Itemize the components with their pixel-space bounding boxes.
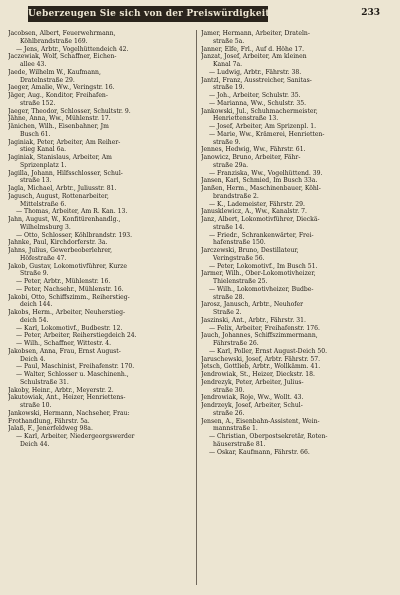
directory-entry-line: — Peter, Arbtr., Mühlenstr. 16.	[16, 278, 111, 285]
directory-entry-line: Straße 2.	[213, 309, 242, 316]
directory-entry-line: straße 30.	[213, 386, 245, 394]
directory-entry-line: — Karl, Lokomotivf., Budbestr. 12.	[16, 324, 123, 332]
directory-entry-line: Janzat, Josef, Arbeiter, Am kleinen	[201, 53, 307, 61]
directory-entry-line: — Christian, Oberpostsekretär, Roten-	[209, 433, 328, 440]
directory-entry-line: Frothandlung, Fährstr. 5a.	[8, 417, 90, 425]
directory-entry-line: Fährstraße 26.	[213, 340, 259, 347]
directory-entry-line: Jantzl, Franz, Ausstreicher, Sanitas-	[201, 76, 312, 84]
directory-entry-line: — K., Lademeister, Fährstr. 29.	[209, 200, 305, 208]
directory-entry-line: straße 19.	[213, 84, 245, 92]
header-banner	[28, 6, 274, 22]
directory-entry-line: Wilhelmsburg 3.	[20, 223, 71, 231]
directory-entry-line: Janowicz, Bruno, Arbeiter, Fähr-	[201, 154, 301, 161]
directory-entry-line: Schulstraße 31.	[20, 378, 69, 386]
directory-entry-line: stieg Kanal 6a.	[20, 146, 67, 154]
directory-entry-line: — Paul, Maschinist, Freihafenstr. 170.	[16, 363, 135, 371]
directory-entry-line: — Otto, Schlosser, Köhlbrandstr. 193.	[16, 231, 133, 239]
directory-entry-line: — Josef, Arbeiter, Am Sprizenpl. 1.	[209, 123, 317, 130]
directory-entry-line: Jendrezyk, Peter, Arbeiter, Julius-	[201, 378, 304, 386]
directory-entry-line: Jaczewiak, Wolf, Schaffner, Eichen-	[8, 53, 117, 61]
directory-entry-line: Dratelnstraße 29.	[20, 76, 75, 84]
directory-entry-line: straße 10.	[20, 402, 52, 409]
directory-entry-line: hafenstraße 150.	[213, 239, 266, 247]
directory-entry-line: Jagla, Michael, Arbtr., Juliusstr. 81.	[8, 185, 117, 192]
left-column	[8, 30, 186, 449]
directory-entry-line: Busch 61.	[20, 130, 51, 138]
directory-entry-line: Janz, Albert, Lokomotivführer, Dieckä-	[201, 216, 320, 223]
directory-entry-line: brandstraße 2.	[213, 192, 259, 200]
directory-entry-line: Sprizenplatz 1.	[20, 161, 67, 169]
directory-entry-line: Jendrzeyk, Josef, Arbeiter, Schul-	[201, 402, 303, 409]
directory-entry-line: Straße 9.	[20, 270, 49, 278]
right-column	[201, 30, 379, 456]
column-divider	[196, 30, 197, 585]
directory-entry-line: — Joh., Arbeiter, Schulstr. 35.	[209, 92, 301, 99]
directory-entry-line: Jaede, Wilhelm W., Kaufmann,	[8, 68, 101, 76]
directory-entry-line: Jakobi, Otto, Schiffszimm., Reiherstieg-	[8, 293, 130, 301]
directory-entry-line: — Karl, Arbeiter, Niedergeorgswerder	[16, 433, 135, 440]
page-number: 233	[361, 8, 380, 18]
directory-entry-line: deich 54.	[20, 316, 49, 324]
directory-entry-line: straße 5a.	[213, 37, 245, 45]
directory-entry-line: — Peter, Nachsehr., Mühlenstr. 16.	[16, 285, 124, 293]
directory-entry-line: Jakob, Gustav, Lokomotivführer, Kurze	[8, 262, 127, 270]
directory-entry-line: Thielenstraße 25.	[213, 278, 268, 285]
directory-entry-line: — Franziska, Ww., Vogelhüttend. 39.	[209, 169, 323, 177]
directory-entry-line: Jakutowiak, Ant., Heizer, Henriettens-	[8, 394, 126, 402]
directory-entry-line: Deich 4.	[20, 355, 46, 363]
directory-entry-line: Jarczewski, Bruno, Destillateur,	[201, 247, 299, 254]
directory-entry-line: — Peter, Arbeiter, Reiherstiegdeich 24.	[16, 332, 137, 340]
directory-entry-line: Jacobsen, Albert, Feuerwehrmann,	[8, 30, 116, 37]
directory-entry-line: Mittelstraße 6.	[20, 200, 67, 208]
directory-entry-line: Jäger, Aug., Konditor, Freihafen-	[8, 92, 108, 99]
directory-entry-line: Jagilla, Johann, Hilfsschlosser, Schul-	[8, 169, 123, 177]
directory-entry-line: — Peter, Lokomotivf., Im Busch 51.	[209, 262, 318, 270]
directory-entry-line: Janusklewicz, A., Ww., Kanalstr. 7.	[201, 208, 307, 216]
directory-entry-line: Jaeger, Amalie, Ww., Veringstr. 16.	[8, 84, 115, 92]
directory-entry-line: Jansen, Karl, Schmied, Im Busch 33a.	[201, 177, 318, 185]
directory-entry-line: Jakobsen, Anna, Frau, Ernst August-	[8, 347, 121, 355]
directory-entry-line: straße 9.	[213, 138, 241, 146]
directory-entry-line: Janner, Elfe, Frl., Auf d. Höhe 17.	[201, 45, 305, 53]
directory-entry-line: straße 26.	[213, 409, 245, 417]
directory-entry-line: Jalaß, F., Jenerfeldweg 98a.	[8, 425, 93, 433]
directory-entry-line: Jaszinski, Ant., Arbtr., Fährstr. 31.	[201, 316, 306, 324]
directory-entry-line: Kanal 7a.	[213, 61, 243, 68]
directory-entry-line: straße 152.	[20, 99, 56, 107]
directory-entry-line: Jaginiak, Peter, Arbeiter, Am Reiher-	[8, 138, 121, 146]
directory-entry-line: Jahns, Julius, Gewerbeoberlehrer,	[8, 247, 113, 254]
directory-entry-line: Jarmer, Wilh., Ober-Lokomotivheizer,	[201, 270, 316, 278]
directory-entry-line: — Marianna, Ww., Schulstr. 35.	[209, 99, 307, 107]
directory-entry-line: straße 29a.	[213, 161, 249, 169]
directory-entry-line: straße 14.	[213, 223, 245, 231]
directory-entry-line: Jensen, A., Eisenbahn-Assistent, Wein-	[201, 417, 320, 425]
directory-entry-line: — Jens, Arbtr., Vogelhüttendeich 42.	[16, 45, 129, 53]
directory-entry-line: mannstraße 1.	[213, 425, 258, 433]
directory-entry-line: — Felix, Arbeiter, Freihafenstr. 176.	[209, 324, 320, 332]
directory-entry-line: Jendrowiak, Roje, Ww., Wollt. 43.	[201, 394, 304, 402]
directory-entry-line: Jamer, Hermann, Arbeiter, Drateln-	[201, 30, 310, 37]
directory-entry-line: straße 28.	[213, 293, 245, 301]
directory-entry-line: Veringstraße 56.	[213, 254, 265, 262]
directory-entry-line: Jarosz, Janusch, Arbtr., Neuhofer	[201, 301, 304, 309]
directory-entry-line: Jahn, August, W., Konfitürenhandlg.,	[8, 216, 121, 223]
directory-entry-line: straße 13.	[20, 177, 52, 185]
directory-entry-line: Jaruschewski, Josef, Arbtr. Fährstr. 57.	[201, 355, 321, 363]
directory-entry-line: Köhlbrandstraße 169.	[20, 37, 88, 45]
directory-entry-line: — Walter, Schlosser u. Maschinenh.,	[16, 371, 129, 378]
directory-entry-line: Deich 44.	[20, 440, 50, 448]
directory-entry-line: Jankowski, Hermann, Nachseher, Frau:	[8, 409, 130, 417]
directory-entry-line: — Friedr., Schrankenwärter, Frei-	[209, 231, 314, 239]
directory-entry-line: — Thomas, Arbeiter, Am R. Kan. 13.	[16, 208, 128, 216]
directory-entry-line: Höfestraße 47.	[20, 254, 67, 262]
directory-entry-line: Jauch, Johannes, Schiffszimmermann,	[201, 332, 318, 340]
directory-entry-line: häuserstraße 81.	[213, 440, 266, 448]
directory-entry-line: Jankowski, Jul., Schuhmachermeister,	[201, 107, 318, 115]
directory-entry-line: Jaginiak, Stanislaus, Arbeiter, Am	[8, 154, 112, 161]
directory-entry-line: Jendrowiak, St., Heizer, Dieckstr. 18.	[201, 371, 315, 378]
directory-entry-line: — Wilh., Lokomotivheizer, Budbe-	[209, 285, 314, 293]
directory-entry-line: Jänichen, Wilh., Eisenbahner, Jm	[8, 123, 109, 130]
directory-entry-line: Jakoby, Heinr., Arbtr., Meyerstr. 2.	[8, 386, 114, 394]
directory-entry-line: Jähne, Anna, Ww., Mühlenstr. 17.	[8, 115, 111, 123]
directory-entry-line: Jagusch, August, Rottenarbeiter,	[8, 192, 109, 200]
header-title: Ueberzeugen Sie sich von der Preiswürdigkeit.	[28, 9, 274, 19]
directory-entry-line: Jakobs, Herm., Arbeiter, Neuherstieg-	[8, 309, 126, 316]
directory-entry-line: Janßen, Herm., Maschinenbauer, Köhl-	[201, 185, 321, 192]
directory-entry-line: — Ludwig, Arbtr., Fährstr. 38.	[209, 68, 302, 76]
directory-entry-line: Jetsch, Gottlieb, Arbtr., Wollkämm. 41.	[201, 363, 321, 371]
directory-entry-line: Jennes, Hedwig, Ww., Fährstr. 61.	[201, 146, 306, 154]
directory-entry-line: Henriettenstraße 13.	[213, 115, 279, 123]
directory-entry-line: Jaeger, Theodor, Schlosser, Schultstr. 9.	[8, 107, 131, 115]
directory-entry-line: deich 144.	[20, 301, 53, 309]
directory-entry-line: — Oskar, Kaufmann, Fährstr. 66.	[209, 448, 310, 456]
directory-entry-line: — Karl, Poller, Ernst August-Deich 50.	[209, 347, 328, 355]
directory-entry-line: — Marie, Ww., Krämerei, Henrietten-	[209, 130, 325, 138]
directory-entry-line: — Wilh., Schaffner, Wittestr. 4.	[16, 340, 112, 347]
directory-entry-line: allee 43.	[20, 61, 47, 68]
directory-entry-line: Jahnke, Paul, Kirchdorferstr. 3a.	[8, 239, 108, 247]
